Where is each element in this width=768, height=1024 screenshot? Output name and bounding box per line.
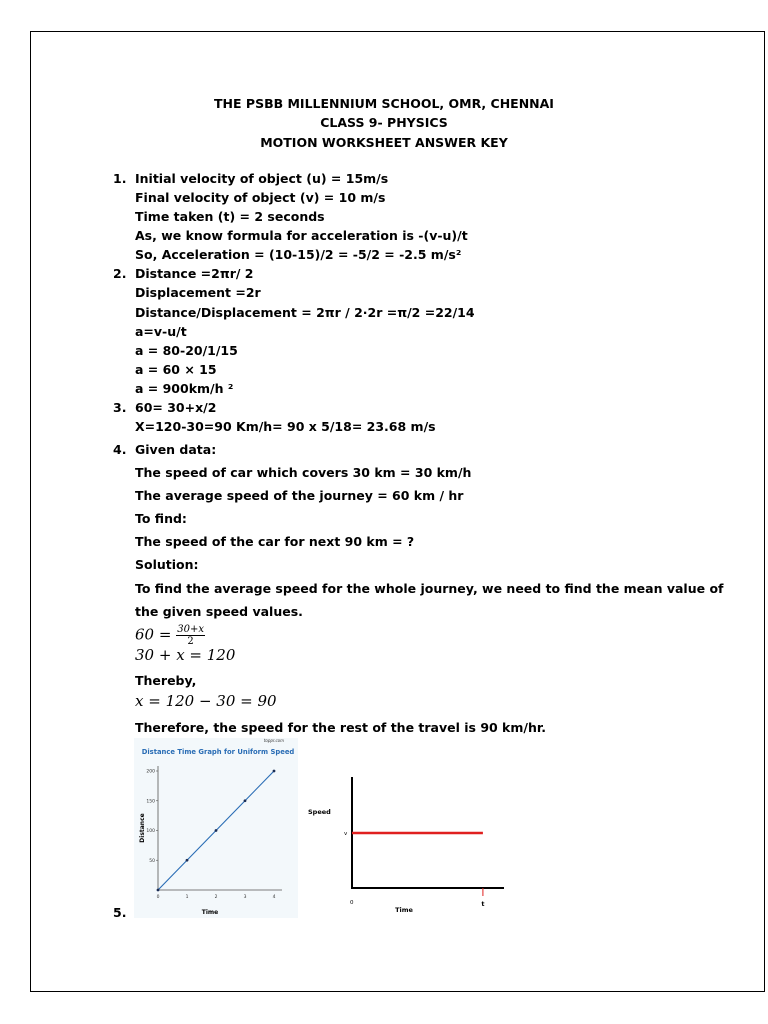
y-tick-label: v	[344, 831, 348, 837]
y-tick-label: 150	[146, 799, 155, 805]
q2-line: a = 80-20/1/15	[135, 343, 238, 358]
q1-line: So, Acceleration = (10-15)/2 = -5/2 = -2.5 m/s²	[135, 247, 462, 262]
x-axis-label: Time	[395, 906, 413, 914]
q4-line: The speed of the car for next 90 km = ?	[135, 534, 415, 549]
fraction-denominator: 2	[187, 636, 194, 647]
x-tick-label: 2	[214, 895, 218, 900]
q1-line: Initial velocity of object (u) = 15m/s	[135, 171, 389, 186]
class-label: CLASS 9- PHYSICS	[320, 115, 448, 130]
graph1-title: Distance Time Graph for Uniform Speed	[141, 748, 295, 756]
q4-line: Solution:	[135, 557, 199, 572]
q4-conclusion: Therefore, the speed for the rest of the travel is 90 km/hr.	[135, 720, 546, 735]
x-tick-label: 0	[156, 895, 160, 900]
data-point	[273, 770, 276, 773]
q5-number: 5.	[113, 905, 127, 920]
q2-line: a=v-u/t	[135, 324, 187, 339]
equation-result: x = 120 − 30 = 90	[135, 692, 277, 710]
worksheet-title: MOTION WORKSHEET ANSWER KEY	[260, 135, 508, 150]
q2-line: Distance =2πr/ 2	[135, 266, 254, 281]
q4-number: 4.	[113, 442, 127, 457]
q1-line: Time taken (t) = 2 seconds	[135, 209, 325, 224]
q3-line: 60= 30+x/2	[135, 400, 217, 415]
graph-watermark: toppr.com	[263, 738, 284, 743]
speed-time-graph	[300, 772, 516, 918]
fraction	[176, 624, 205, 647]
q2-number: 2.	[113, 266, 127, 281]
q4-line: the given speed values.	[135, 604, 303, 619]
equation-average-speed	[135, 624, 205, 647]
q4-line: The speed of car which covers 30 km = 30 km/h	[135, 465, 472, 480]
fraction-numerator: 30+x	[177, 624, 204, 635]
distance-time-graph	[134, 738, 298, 918]
q2-line: Displacement =2r	[135, 285, 261, 300]
q3-line: X=120-30=90 Km/h= 90 x 5/18= 23.68 m/s	[135, 419, 436, 434]
data-point	[157, 889, 160, 892]
y-axis-label: Distance	[139, 813, 146, 843]
y-tick-label: 200	[146, 769, 155, 775]
q4-line: The average speed of the journey = 60 km / hr	[135, 488, 464, 503]
y-tick-label: 50	[149, 858, 155, 864]
data-point	[186, 859, 189, 862]
y-tick-label: 100	[146, 829, 155, 834]
q2-line: Distance/Displacement = 2πr / 2·2r =π/2 =22/14	[135, 305, 475, 320]
x-tick-label: 3	[243, 895, 247, 900]
school-name: THE PSBB MILLENNIUM SCHOOL, OMR, CHENNAI	[214, 96, 554, 111]
x-tick-label: 1	[185, 895, 189, 900]
q2-line: a = 60 × 15	[135, 362, 217, 377]
data-point	[215, 829, 218, 832]
q1-number: 1.	[113, 171, 127, 186]
equation-left: 60 =	[135, 625, 172, 644]
q4-thereby: Thereby,	[135, 673, 197, 688]
y-axis-label: Speed	[308, 808, 331, 816]
q2-line: a = 900km/h ²	[135, 381, 234, 396]
q1-line: Final velocity of object (v) = 10 m/s	[135, 190, 386, 205]
x-tick-label: t	[481, 900, 485, 908]
x-axis-label: Time	[201, 909, 219, 916]
origin-label: 0	[350, 900, 354, 906]
equation-sum: 30 + x = 120	[135, 646, 236, 664]
q3-number: 3.	[113, 400, 127, 415]
q4-line: To find the average speed for the whole journey, we need to find the mean value of	[135, 581, 724, 596]
q4-line: To find:	[135, 511, 187, 526]
data-point	[244, 799, 247, 802]
q1-line: As, we know formula for acceleration is -(v-u)/t	[135, 228, 468, 243]
q4-line: Given data:	[135, 442, 217, 457]
x-tick-label: 4	[272, 895, 276, 900]
